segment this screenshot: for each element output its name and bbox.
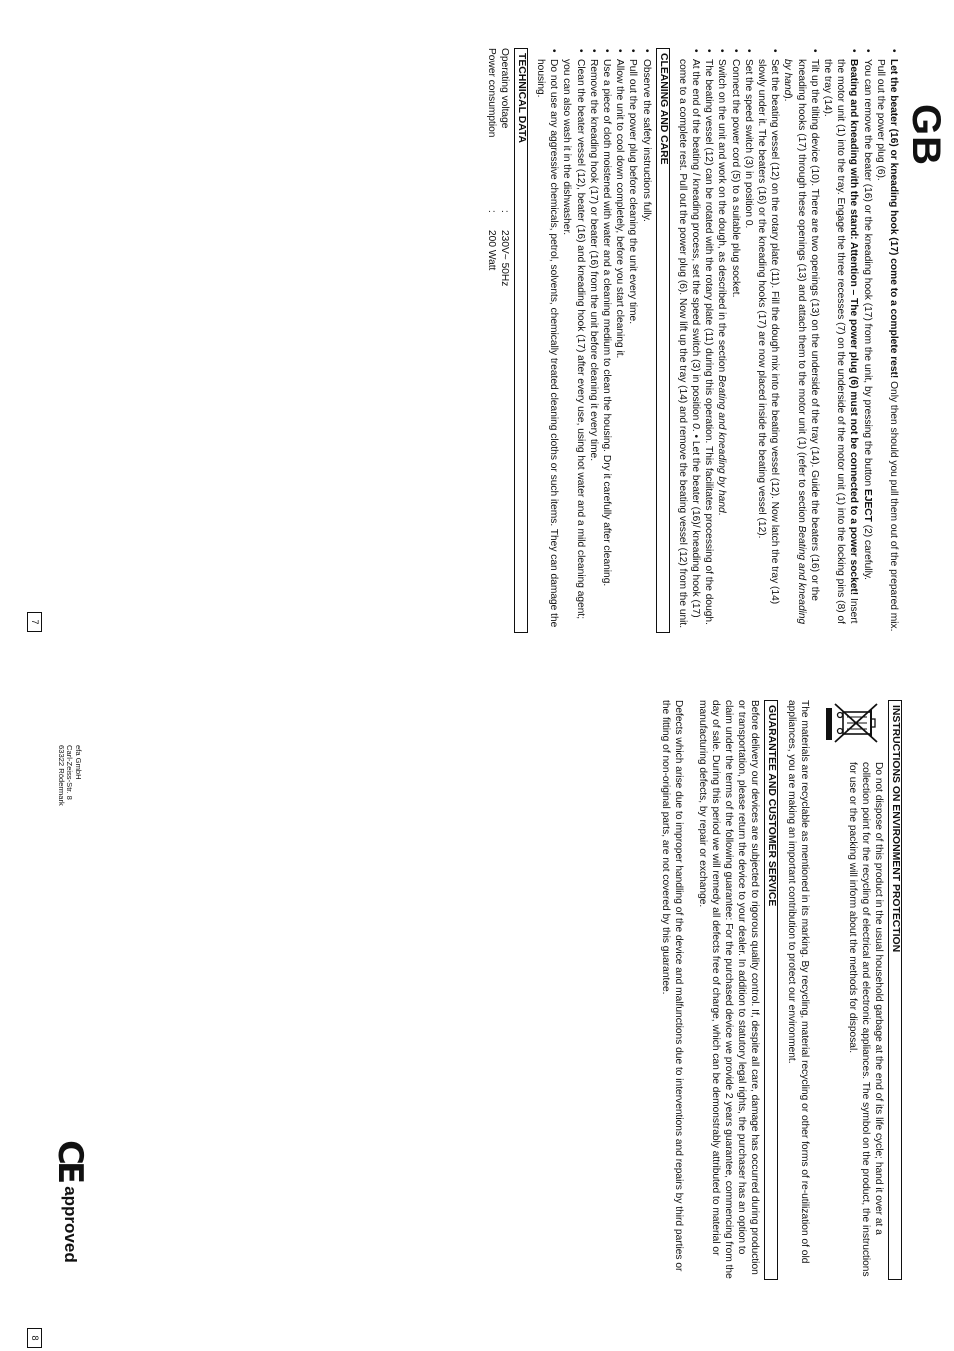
bullet-item: • Clean the beater vessel (12), beater (16) and kneading hook (17) after every use, using hot water and a mild cleaning agent; you can also wash it in the dishwasher. xyxy=(560,48,586,633)
spec-label: Power consumption xyxy=(485,48,497,138)
guarantee-exclusions-paragraph: Defects which arise due to improper handling of the device and malfunctions due to interventions and repairs by third parties or the fitting of non-original parts, are not covered by this guarantee. xyxy=(660,700,685,1272)
environment-symbol-text: Do not dispose of this product in the usual household garbage at the end of its life cycle; hand it over at a collection point for the recycling of electrical and electronic appliances. The symbol on the product, the instructions for use or the packing will inform about the methods for disposal. xyxy=(846,762,884,1277)
cleaning-bullet-list xyxy=(534,48,653,633)
ce-approved-label: approved xyxy=(61,1186,80,1263)
guarantee-heading: GUARANTEE AND CUSTOMER SERVICE xyxy=(764,700,778,1280)
crossed-bin-icon xyxy=(821,700,881,752)
address-line: Carl-Zeiss-Str. 8 xyxy=(65,745,75,800)
guarantee-paragraph: Before delivery our devices are subjected to rigorous quality control. If, despite all care, damage has occurred during production or transportation, please return the device to your dealer. In addition to statutory legal rights, the purchaser has an option to claim under the terms of the following guarantee: For the purchased device we provide 2 years guarantee, commencing from the day of sale. During this period we will remedy all defects free of charge, which can be demonstrably attributed to material or manufacturing defects, by repair or exchange. xyxy=(696,700,761,1279)
left-page xyxy=(485,48,954,633)
spec-label: Operating voltage xyxy=(498,48,510,129)
right-page xyxy=(659,700,954,1280)
assembly-bullet-list xyxy=(676,48,900,633)
environment-notice xyxy=(821,700,885,1280)
bullet-item: • Switch on the unit and work on the dough, as described in the section Beating and kneading by hand. xyxy=(715,48,728,633)
bullet-item: • Tilt up the tilting device (10). There are two openings (13) on the underside of the tray (14). Guide the beaters (16) or the kneading hooks (17) through these openings (13) and attach them to the motor unit (1) (refer to section Beating and kneading by hand). xyxy=(781,48,821,633)
spec-separator: : xyxy=(498,210,510,213)
bullet-item: • Use a piece of cloth moistened with water and a cleaning medium to clean the housing. Dry it carefully after cleaning. xyxy=(600,48,613,633)
bullet-item: • Do not use any aggressive chemicals, petrol, solvents, chemically treated cleaning cloths or such items. They can damage the housing. xyxy=(534,48,560,633)
environment-heading: INSTRUCTIONS ON ENVIRONMENT PROTECTION xyxy=(888,700,902,1280)
bullet-item: • Remove the kneading hook (17) or beater (16) from the unit before cleaning it every time. xyxy=(587,48,600,633)
technical-data-table xyxy=(485,48,511,286)
table-row xyxy=(498,48,511,286)
bullet-item: • You can remove the beater (16) or the kneading hook (17) from the unit, by pressing the button EJECT (2) carefully. xyxy=(860,48,873,633)
bullet-item: • Set the beating vessel (12) on the rotary plate (11). Fill the dough mix into the beating vessel (12). Now latch the tray (14) slowly under it. The beaters (16) or the kneading hooks (17) are now placed inside the beating vessel (12). xyxy=(755,48,781,633)
bullet-item: • Allow the unit to cool down completely, before you start cleaning it. xyxy=(613,48,626,633)
bullet-item: • The beating vessel (12) can be rotated with the rotary plate (11) during this operation. This facilitates processing of the dough. xyxy=(702,48,715,633)
bullet-item: • Pull out the power plug before cleaning the unit every time. xyxy=(626,48,639,633)
ce-approval xyxy=(50,1140,90,1263)
spec-value: 230V~ 50Hz xyxy=(498,230,510,287)
spec-separator: : xyxy=(485,210,497,213)
bullet-item: • Beating and kneading with the stand: Attention – The power plug (6) must not be connected to a power socket! Insert the motor unit (1) into the tray. Engage the three recesses (7) on the underside of the motor unit (1) into the locking pins (8) of the tray (14). xyxy=(821,48,861,633)
cleaning-heading: CLEANING AND CARE xyxy=(656,48,670,633)
bullet-item: • Connect the power cord (5) to a suitable plug socket. xyxy=(728,48,741,633)
technical-data-heading: TECHNICAL DATA xyxy=(514,48,528,633)
bullet-item: • Observe the safety instructions fully. xyxy=(639,48,652,633)
bullet-item: • Let the beater (16) or kneading hook (17) come to a complete rest! Only then should you pull them out of the prepared mix. Pull out the power plug (6). xyxy=(874,48,900,633)
manufacturer-address xyxy=(56,745,82,806)
page-number: 8 xyxy=(27,1328,42,1348)
address-line: efa GmbH xyxy=(74,745,83,780)
address-line: 63322 Rödermark xyxy=(56,745,66,806)
environment-paragraph: The materials are recyclable as mentioned in its marking. By recycling, material recycling or other forms of re-utilization of old appliances, you are making an important contribution to protect our environment. xyxy=(785,700,810,1264)
bullet-item: • Set the speed switch (3) in position 0. xyxy=(742,48,755,633)
bullet-item: • At the end of the beating / kneading process, set the speed switch (3) in position 0. • Let the beater (16)/ kneading hook (17) come to a complete rest. Pull out the power plug (6). Now lift up the tray (14) and remove the beating vessel (12) from the unit. xyxy=(676,48,702,633)
page-number: 7 xyxy=(27,612,42,632)
language-code-title: GB xyxy=(904,104,948,166)
spec-value: 200 Watt xyxy=(485,230,497,271)
table-row xyxy=(485,48,498,286)
ce-mark-icon: CE xyxy=(50,1140,90,1181)
